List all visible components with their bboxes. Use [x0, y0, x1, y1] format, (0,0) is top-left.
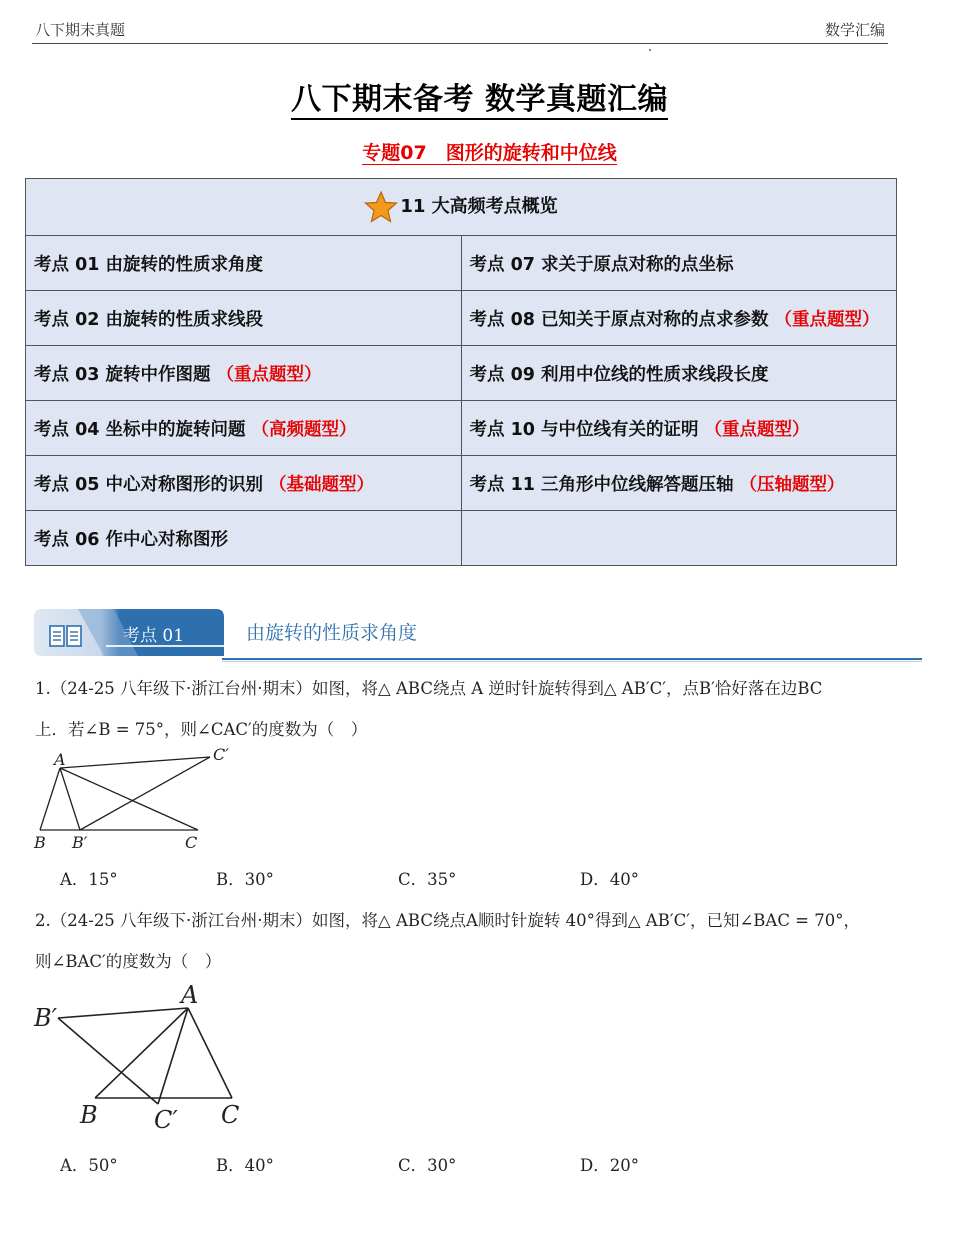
- topic-subtitle-text: 专题07 图形的旋转和中位线: [362, 142, 617, 164]
- topic-tag: （基础题型）: [269, 474, 375, 495]
- figure-label: B: [34, 833, 46, 852]
- topic-text: 考点 09 利用中位线的性质求线段长度: [469, 364, 769, 385]
- figure-label: C: [185, 833, 198, 852]
- topic-cell[interactable]: [26, 346, 462, 401]
- topic-cell[interactable]: [461, 401, 897, 456]
- figure-label: B′: [34, 1004, 58, 1032]
- topic-text: 考点 01 由旋转的性质求角度: [34, 254, 264, 275]
- header-divider: [32, 43, 888, 44]
- topic-cell[interactable]: [461, 456, 897, 511]
- topic-text: 考点 07 求关于原点对称的点坐标: [469, 254, 734, 275]
- topic-text: 考点 08 已知关于原点对称的点求参数: [469, 309, 769, 330]
- option-b[interactable]: B．30°: [216, 870, 274, 889]
- figure-label: B′: [72, 833, 88, 852]
- topic-cell[interactable]: [26, 291, 462, 346]
- overview-heading-cell: [26, 179, 897, 236]
- question-2-figure: [30, 980, 260, 1136]
- topic-cell-empty: [461, 511, 897, 566]
- page-header-right: 数学汇编: [824, 21, 885, 39]
- figure-label: C: [221, 1101, 240, 1129]
- figure-label: B: [80, 1101, 98, 1129]
- figure-label: C′: [213, 748, 229, 764]
- section-rule-shadow: [222, 661, 922, 662]
- topic-text: 考点 06 作中心对称图形: [34, 529, 229, 550]
- topic-cell[interactable]: [461, 236, 897, 291]
- topic-text: 考点 04 坐标中的旋转问题: [34, 419, 246, 440]
- topic-cell[interactable]: [461, 346, 897, 401]
- topic-tag: （重点题型）: [774, 309, 880, 330]
- option-a[interactable]: A．50°: [60, 1156, 118, 1175]
- topic-cell[interactable]: [461, 291, 897, 346]
- figure-label: A: [54, 750, 66, 769]
- overview-row: [26, 291, 897, 346]
- topic-cell[interactable]: [26, 456, 462, 511]
- topic-cell[interactable]: [26, 236, 462, 291]
- document-title: [0, 74, 959, 118]
- option-c[interactable]: C．35°: [398, 870, 457, 889]
- star-icon: [364, 190, 398, 224]
- topic-cell[interactable]: [26, 511, 462, 566]
- topic-text: 考点 11 三角形中位线解答题压轴: [469, 474, 734, 495]
- question-1-line-2: 上．若∠B = 75°，则∠CAC′的度数为（ ）: [35, 720, 368, 739]
- overview-header-row: [26, 179, 897, 236]
- section-label: 考点 01: [123, 626, 185, 646]
- overview-row: [26, 511, 897, 566]
- document-title-text: 八下期末备考 数学真题汇编: [291, 82, 668, 120]
- question-1-line-1: 1.（24-25 八年级下·浙江台州·期末）如图，将△ ABC绕点 A 逆时针旋转得到△ AB′C′，点B′恰好落在边BC: [35, 679, 823, 698]
- page-header-left: 八下期末真题: [35, 21, 126, 39]
- topic-cell[interactable]: [26, 401, 462, 456]
- overview-row: [26, 236, 897, 291]
- figure-label: A: [181, 981, 199, 1009]
- option-d[interactable]: D．40°: [580, 870, 639, 889]
- topic-tag: （压轴题型）: [739, 474, 845, 495]
- option-c[interactable]: C．30°: [398, 1156, 457, 1175]
- overview-row: [26, 456, 897, 511]
- option-d[interactable]: D．20°: [580, 1156, 639, 1175]
- overview-table: [25, 178, 897, 566]
- option-a[interactable]: A．15°: [60, 870, 118, 889]
- topic-tag: （重点题型）: [216, 364, 322, 385]
- stray-dot: [649, 49, 651, 51]
- topic-text: 考点 10 与中位线有关的证明: [469, 419, 699, 440]
- section-rule: [222, 658, 922, 660]
- topic-text: 考点 03 旋转中作图题: [34, 364, 211, 385]
- section-title: 由旋转的性质求角度: [246, 622, 418, 644]
- option-b[interactable]: B．40°: [216, 1156, 274, 1175]
- question-2-line-1: 2.（24-25 八年级下·浙江台州·期末）如图，将△ ABC绕点A顺时针旋转 40°得到△ AB′C′，已知∠BAC = 70°，: [35, 911, 860, 930]
- figure-label: C′: [154, 1106, 178, 1134]
- question-2-line-2: 则∠BAC′的度数为（ ）: [35, 952, 222, 971]
- topic-tag: （高频题型）: [251, 419, 357, 440]
- topic-text: 考点 02 由旋转的性质求线段: [34, 309, 264, 330]
- topic-text: 考点 05 中心对称图形的识别: [34, 474, 264, 495]
- question-1-figure: [30, 748, 240, 856]
- overview-row: [26, 346, 897, 401]
- overview-row: [26, 401, 897, 456]
- overview-heading: 11 大高频考点概览: [400, 196, 558, 217]
- topic-tag: （重点题型）: [704, 419, 810, 440]
- topic-subtitle: [0, 138, 959, 165]
